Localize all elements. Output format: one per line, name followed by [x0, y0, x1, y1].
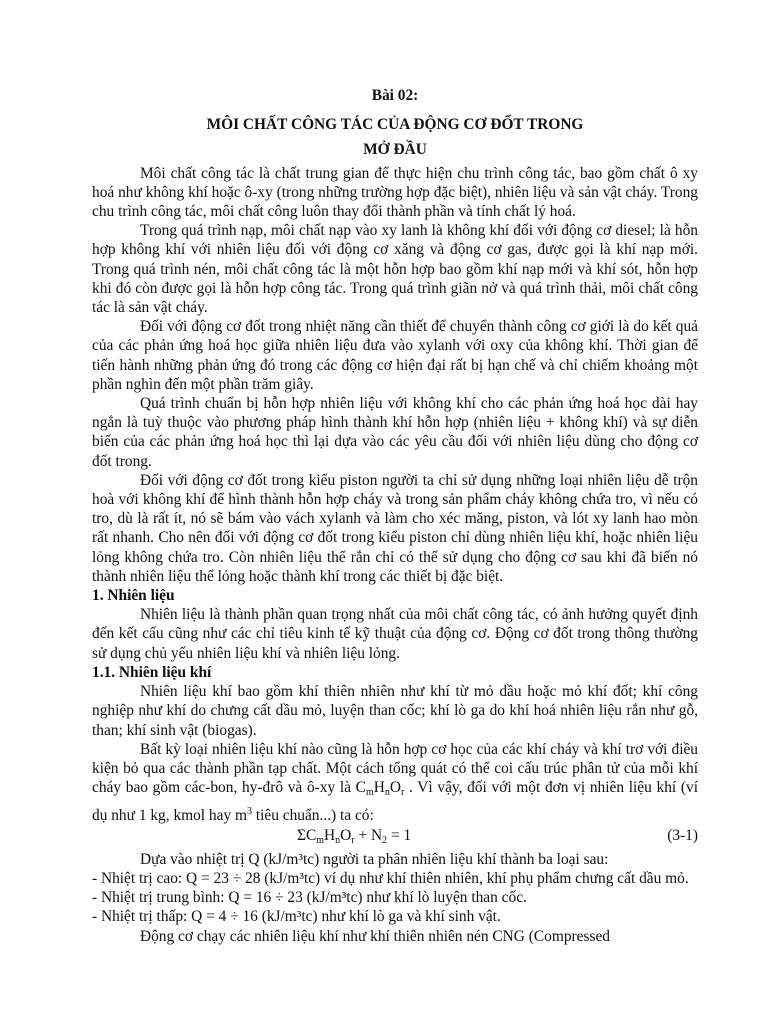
bullet-medium-heat: - Nhiệt trị trung bình: Q = 16 ÷ 23 (kJ/m³tc) như khí lò luyện than cốc. [92, 889, 527, 907]
paragraph-7: Nhiên liệu khí bao gồm khí thiên nhiên như khí từ mỏ dầu hoặc mỏ khí đốt; khí công nghiệp như khí do chưng cất dầu mỏ, luyện than cốc; khí lò ga do khí hoá nhiên liệu rắn như gỗ, than; khí sinh vật (biogas). [92, 683, 698, 739]
lesson-number: Bài 02: [371, 87, 419, 104]
bullet-high-heat: - Nhiệt trị cao: Q = 23 ÷ 28 (kJ/m³tc) ví dụ như khí thiên nhiên, khí phụ phẩm chưng cất dầu mỏ. [92, 869, 689, 887]
section-heading-fuel: 1. Nhiên liệu [92, 587, 175, 605]
paragraph-9: Dựa vào nhiệt trị Q (kJ/m³tc) người ta phân nhiên liệu khí thành ba loại sau: [140, 850, 609, 868]
paragraph-4: Quá trình chuẩn bị hỗn hợp nhiên liệu với không khí cho các phản ứng hoá học dài hay ngắn là tuỳ thuộc vào phương pháp hình thành khí hỗn hợp (nhiên liệu + không khí) và sự diễn biến của các phản ứng hoá học thì lại dựa vào các yêu cầu đối với nhiên liệu dùng cho động cơ đốt trong. [92, 395, 698, 470]
paragraph-3: Đối với động cơ đốt trong nhiệt năng cần thiết để chuyển thành công cơ giới là do kết quả của các phản ứng hoá học giữa nhiên liệu đưa vào xylanh với oxy của không khí. Thời gian để tiến hành những phản ứng đó trong các động cơ hiện đại rất bị hạn chế và chỉ chiếm khoảng một phần nghìn đến một phần trăm giây. [92, 318, 698, 393]
formula-subscript-2: 2 [382, 834, 388, 846]
paragraph-8-text-b: . Vì vậy, đối với một đơn vị nhiên liệu khí (ví dụ như 1 kg, kmol hay m [92, 779, 698, 825]
formula-subscript-m: m [316, 834, 325, 846]
formula-subscript-n: n [335, 834, 341, 846]
symbol-o: O [389, 779, 401, 797]
subscript-r: r [400, 787, 405, 799]
formula-plus-n: + N [354, 826, 383, 844]
paragraph-8-text-a: Bất kỳ loại nhiên liệu khí nào cũng là hỗn hợp cơ học của các khí cháy và khí trơ với điều kiện bỏ qua các thành phần tạp chất. Một cách tổng quát có thể coi cấu trúc phân tử của mỗi khí cháy bao gồm các-bon, hy-đrô và ô-xy là C [92, 740, 698, 797]
paragraph-5: Đối với động cơ đốt trong kiểu piston người ta chỉ sử dụng những loại nhiên liệu dễ trộn hoà với không khí để hình thành hỗn hợp cháy và trong sản phẩm cháy không chứa tro, vì nếu có tro, dù là rất ít, nó sẽ bám vào vách xylanh và làm cho xéc măng, piston, và lót xy lanh hao mòn rất nhanh. Cho nên đối với động cơ đốt trong kiểu piston chỉ dùng nhiên liệu khí, hoặc nhiên liệu lỏng không chứa tro. Còn nhiên liệu thể rắn chỉ có thể sử dụng cho động cơ sau khi đã biến nó thành nhiên liệu thể lỏng hoặc thành khí trong các thiết bị đặc biệt. [92, 471, 698, 585]
subscript-n: n [384, 787, 390, 799]
paragraph-2: Trong quá trình nạp, môi chất nạp vào xy lanh là không khí đối với động cơ diesel; là hỗn hợp không khí với nhiên liệu đối với động cơ xăng và động cơ gas, được gọi là khí nạp mới. Trong quá trình nén, môi chất công tác là một hỗn hợp bao gồm khí nạp mới và khí sót, hỗn hợp khi đó còn được gọi là hỗn hợp công tác. Trong quá trình giãn nở và quá trình thải, môi chất công tác là sản vật cháy. [92, 222, 698, 317]
formula-sum: ΣC [297, 826, 317, 844]
paragraph-8 [92, 740, 698, 826]
paragraph-6: Nhiên liệu là thành phần quan trọng nhất của môi chất công tác, có ảnh hưởng quyết định đến kết cấu cũng như các chỉ tiêu kinh tế kỹ thuật của động cơ. Động cơ đốt trong thông thường sử dụng chủ yếu nhiên liệu khí và nhiên liệu lỏng. [92, 606, 698, 662]
superscript-3: 3 [246, 806, 252, 818]
section-heading-intro: MỞ ĐẦU [363, 141, 427, 159]
paragraph-10: Động cơ chạy các nhiên liệu khí như khí thiên nhiên nén CNG (Compressed [140, 927, 610, 945]
formula-o: O [340, 826, 352, 844]
formula-3-1 [92, 826, 698, 850]
paragraph-8-text-c: tiêu chuẩn...) ta có: [251, 807, 374, 825]
document-title: MÔI CHẤT CÔNG TÁC CỦA ĐỘNG CƠ ĐỐT TRONG [206, 116, 584, 134]
paragraph-1: Môi chất công tác là chất trung gian để thực hiện chu trình công tác, bao gồm chất ô xy hoá như không khí hoặc ô-xy (trong những trường hợp đặc biệt), nhiên liệu và sản vật cháy. Trong chu trình công tác, môi chất công luôn thay đổi thành phần và tính chất lý hoá. [92, 164, 698, 221]
formula-equals: = 1 [387, 826, 412, 844]
formula-subscript-r: r [351, 834, 355, 846]
formula-h: H [324, 826, 336, 844]
formula-expression [297, 826, 411, 850]
formula-number: (3-1) [667, 826, 698, 844]
bullet-low-heat: - Nhiệt trị thấp: Q = 4 ÷ 16 (kJ/m³tc) như khí lò ga và khí sinh vật. [92, 908, 501, 926]
symbol-h: H [373, 779, 385, 797]
subsection-heading-gas-fuel: 1.1. Nhiên liệu khí [92, 663, 212, 681]
subscript-m: m [365, 787, 374, 799]
